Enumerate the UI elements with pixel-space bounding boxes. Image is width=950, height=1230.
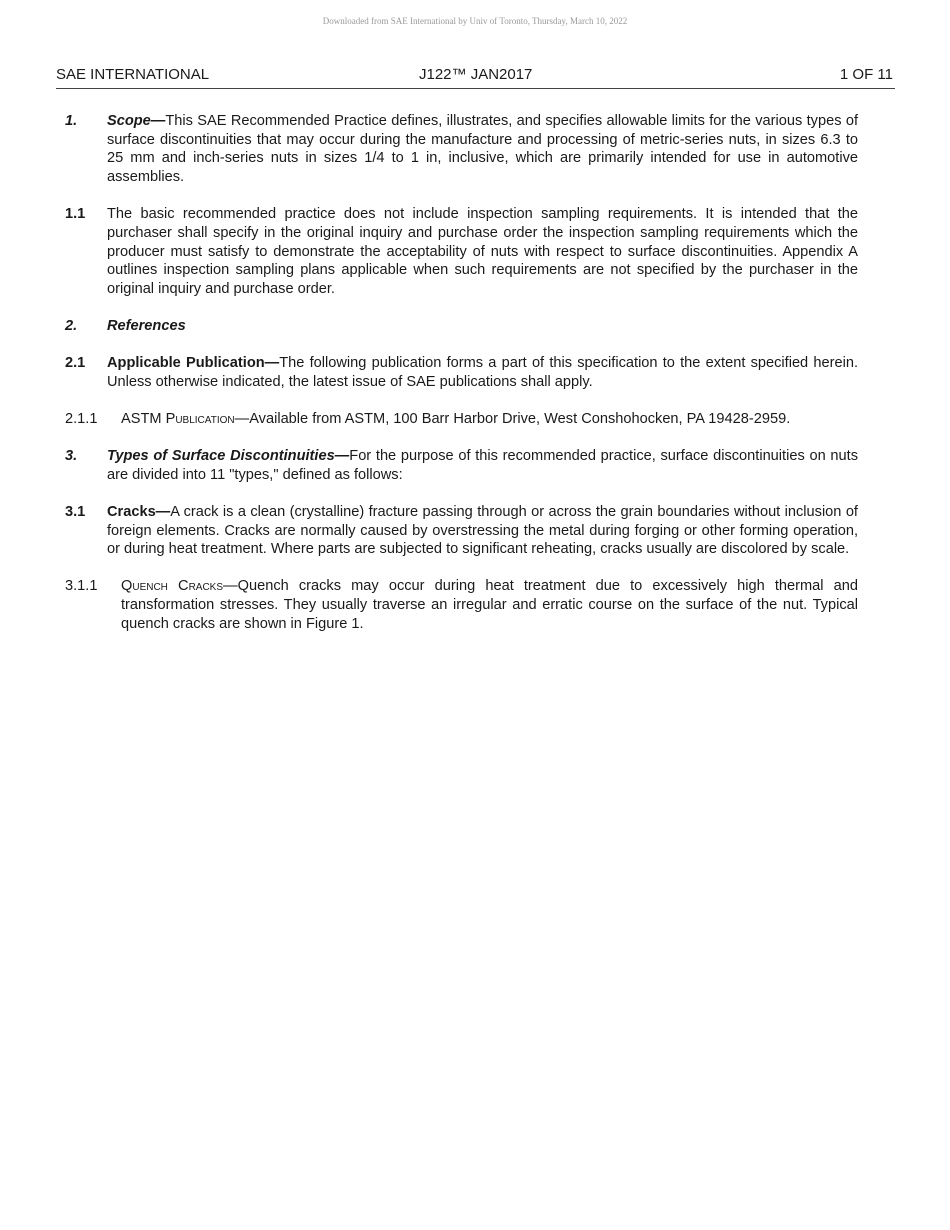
section-1-1 — [0, 205, 950, 299]
section-3-1-1-quench-cracks — [0, 577, 950, 633]
section-body — [107, 503, 858, 559]
section-body — [107, 112, 858, 187]
section-text: For the purpose of this recommended practice, surface discontinuities on nuts are divided into 11 "types," defined as follows: — [107, 448, 858, 483]
section-heading: Quench Cracks — [121, 578, 224, 595]
document-body — [0, 112, 950, 652]
section-text: A crack is a clean (crystalline) fracture passing through or across the grain boundaries without inclusion of foreign elements. Cracks are normally caused by overstressing the metal during forging or other forming operation, or during heat treatment. Where parts are subjected to significant reheating, cracks usually are discolored by scale. — [107, 503, 858, 558]
section-2-1-1 — [0, 410, 950, 429]
publisher-name: SAE INTERNATIONAL — [56, 66, 210, 83]
section-text: —Available from ASTM, 100 Barr Harbor Drive, West Conshohocken, PA 19428-2959. — [234, 411, 791, 427]
section-body — [107, 354, 858, 391]
section-body — [107, 205, 858, 299]
section-body — [121, 577, 858, 633]
section-number: 3.1.1 — [65, 578, 98, 595]
section-1-scope — [0, 112, 950, 187]
section-body — [107, 317, 858, 336]
page-number: 1 OF 11 — [839, 66, 893, 83]
section-3-1-cracks — [0, 503, 950, 559]
section-text: The following publication forms a part of this specification to the extent specified herein. Unless otherwise indicated, the latest issue of SAE publications shall apply. — [107, 355, 858, 390]
document-id: J122™ JAN2017 — [419, 66, 533, 83]
section-number: 2.1.1 — [65, 411, 98, 427]
section-number: 3. — [65, 448, 78, 465]
section-heading: Cracks— — [107, 503, 171, 520]
page-header — [56, 66, 895, 89]
section-heading: References — [107, 318, 186, 335]
section-2-1 — [0, 354, 950, 391]
section-text: This SAE Recommended Practice defines, illustrates, and specifies allowable limits for the various types of surface discontinuities that may occur during the manufacture and processing of metric-series nuts, in sizes 6.3 to 25 mm and inch-series nuts in sizes 1/4 to 1 in, inclusive, which are primarily intended for use in automotive assemblies. — [107, 113, 858, 186]
section-number: 2. — [65, 318, 78, 335]
section-heading: Applicable Publication— — [107, 355, 280, 372]
section-text: The basic recommended practice does not include inspection sampling requirements. It is intended that the purchaser shall specify in the original inquiry and purchase order the inspection sampling requirements which the producer must satisfy to demonstrate the acceptability of nuts with respect to surface discontinuities. Appendix A outlines inspection sampling plans applicable when such requirements are not specified by the purchaser in the original inquiry and purchase order. — [107, 206, 858, 298]
section-text: —Quench cracks may occur during heat treatment due to excessively high thermal and transformation stresses. They usually traverse an irregular and erratic course on the surface of the nut. Typical quench cracks are shown in Figure 1. — [121, 578, 858, 632]
section-heading: Types of Surface Discontinuities— — [107, 448, 350, 465]
section-number: 1.1 — [65, 206, 86, 223]
section-2-references — [0, 317, 950, 336]
section-heading: ASTM Publication — [121, 411, 235, 427]
section-body — [107, 447, 858, 484]
section-number: 1. — [65, 113, 78, 129]
section-heading: Scope— — [107, 113, 166, 129]
section-body — [121, 410, 858, 429]
download-watermark: Downloaded from SAE International by Univ of Toronto, Thursday, March 10, 2022 — [322, 16, 628, 26]
section-number: 3.1 — [65, 503, 86, 520]
section-number: 2.1 — [65, 355, 86, 372]
section-3-types — [0, 447, 950, 484]
